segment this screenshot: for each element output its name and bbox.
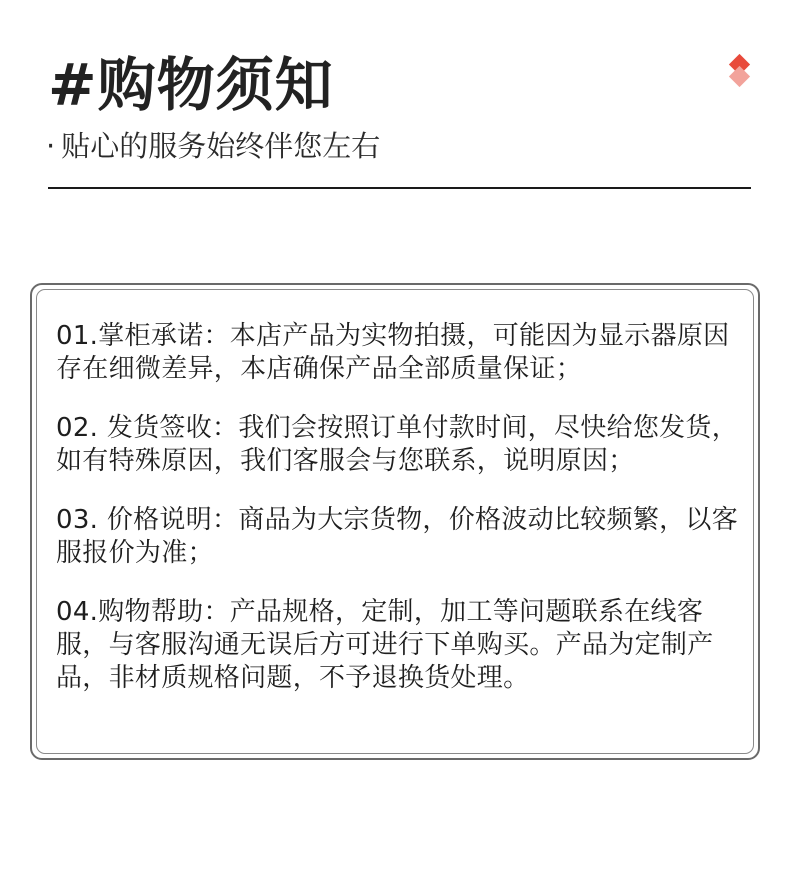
subtitle-bullet: · [46,129,56,163]
page-title: #购物须知 [48,51,334,119]
notice-item-help: 04.购物帮助：产品规格，定制，加工等问题联系在线客服，与客服沟通无误后方可进行下单购买。产品为定制产品，非材质规格问题，不予退换货处理。 [56,597,714,693]
page-subtitle [46,128,380,164]
notice-list [56,320,746,721]
notice-item-price: 03. 价格说明：商品为大宗货物，价格波动比较频繁，以客服报价为准； [56,505,739,568]
diamond-bottom-shape [729,66,750,87]
decorative-diamond-icon [728,55,752,89]
header-divider [48,187,751,189]
subtitle-text: 贴心的服务始终伴您左右 [61,129,381,163]
notice-item-shipping: 02. 发货签收：我们会按照订单付款时间，尽快给您发货，如有特殊原因，我们客服会与您联系，说明原因； [56,413,739,476]
notice-item-promise: 01.掌柜承诺：本店产品为实物拍摄，可能因为显示器原因存在细微差异，本店确保产品全部质量保证； [56,321,730,384]
